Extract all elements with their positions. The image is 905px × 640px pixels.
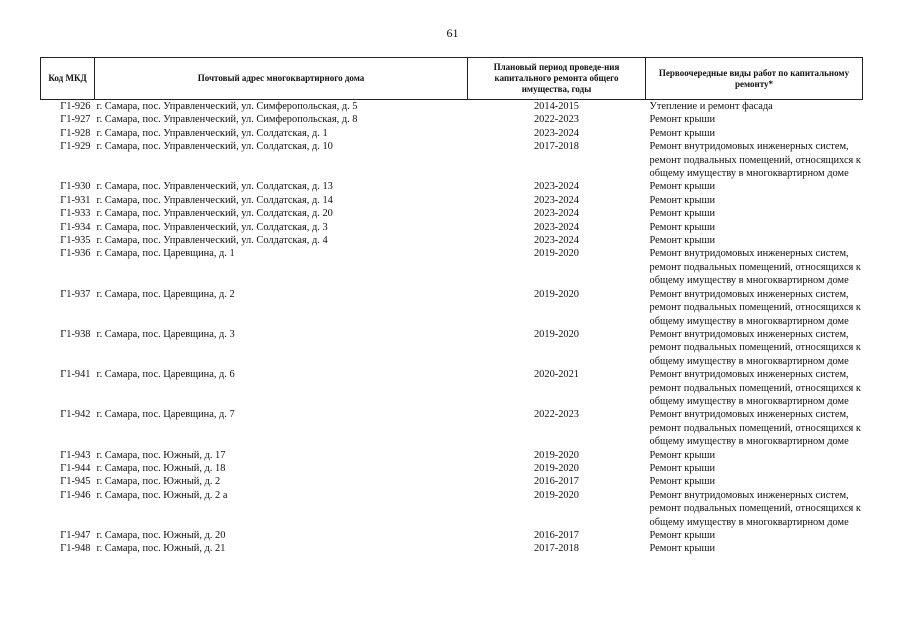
work-line: ремонт подвальных помещений, относящихся к [649,261,861,273]
mkd-code-cell: Г1-931 [60,194,91,206]
mkd-code-cell: Г1-933 [60,208,91,220]
work-line: Ремонт внутридомовых инженерных систем, [649,328,849,340]
address-cell: г. Самара, пос. Южный, д. 2 а [96,489,228,501]
work-line: Ремонт крыши [649,208,716,220]
mkd-code-cell: Г1-941 [60,369,91,381]
header-works: Первоочередные виды работ по капитальному ремонту* [646,58,863,100]
address-cell: г. Самара, пос. Управленческий, ул. Солдатская, д. 13 [96,181,333,193]
works-cell [646,328,863,368]
work-line: Ремонт крыши [649,543,716,555]
repair-period-cell: 2022-2023 [533,114,580,126]
repair-period-cell: 2023-2024 [533,208,580,220]
work-line: Ремонт крыши [649,476,716,488]
address-cell: г. Самара, пос. Управленческий, ул. Симферопольская, д. 5 [96,101,358,112]
works-cell [646,368,863,408]
address-cell: г. Самара, пос. Южный, д. 2 [96,476,221,488]
mkd-code-cell: Г1-929 [60,141,91,153]
works-cell [646,127,863,140]
repair-period-cell: 2019-2020 [533,489,580,501]
address-cell: г. Самара, пос. Южный, д. 17 [96,449,226,461]
header-code: Код МКД [41,58,95,100]
work-line: общему имуществу в многоквартирном доме [649,315,849,327]
table-row [41,221,863,234]
repair-period-cell: 2023-2024 [533,194,580,206]
address-cell: г. Самара, пос. Управленческий, ул. Солдатская, д. 3 [96,221,328,233]
work-line: ремонт подвальных помещений, относящихся к [649,503,861,515]
work-line: ремонт подвальных помещений, относящихся к [649,422,861,434]
table-row [41,529,863,542]
work-line: Ремонт крыши [649,530,716,541]
table-row [41,127,863,140]
works-cell [646,449,863,462]
table-row [41,140,863,180]
address-cell: г. Самара, пос. Царевщина, д. 1 [96,248,235,260]
header-row [41,58,863,100]
mkd-code-cell: Г1-946 [60,489,91,501]
table-row [41,408,863,448]
table-row [41,462,863,475]
work-line: Ремонт крыши [649,449,716,461]
address-cell: г. Самара, пос. Управленческий, ул. Солдатская, д. 4 [96,235,328,247]
work-line: Ремонт крыши [649,127,716,139]
mkd-code-cell: Г1-937 [60,288,91,300]
works-cell [646,462,863,475]
work-line: Ремонт крыши [649,235,716,247]
table-row [41,247,863,287]
works-cell [646,207,863,220]
works-cell [646,180,863,193]
works-cell [646,288,863,328]
header-period: Плановый период проведе-ния капитального ремонта общего имущества, годы [468,58,646,100]
mkd-code-cell: Г1-944 [60,462,91,474]
repair-period-cell: 2023-2024 [533,221,580,233]
repair-period-cell: 2023-2024 [533,127,580,139]
mkd-code-cell: Г1-926 [60,101,91,112]
table-row [41,368,863,408]
table-row [41,449,863,462]
address-cell: г. Самара, пос. Царевщина, д. 2 [96,288,235,300]
repair-period-cell: 2022-2023 [533,409,580,421]
repair-period-cell: 2016-2017 [533,530,580,541]
address-cell: г. Самара, пос. Южный, д. 20 [96,530,226,541]
works-cell [646,475,863,488]
mkd-code-cell: Г1-935 [60,235,91,247]
work-line: общему имуществу в многоквартирном доме [649,436,849,448]
header-address: Почтовый адрес многоквартирного дома [95,58,468,100]
mkd-code-cell: Г1-934 [60,221,91,233]
address-cell: г. Самара, пос. Царевщина, д. 6 [96,369,235,381]
table-row [41,100,863,114]
works-cell [646,140,863,180]
works-cell [646,247,863,287]
repair-period-cell: 2016-2017 [533,476,580,488]
works-cell [646,194,863,207]
works-cell [646,234,863,247]
work-line: ремонт подвальных помещений, относящихся к [649,154,861,166]
work-line: Ремонт крыши [649,194,716,206]
work-line: ремонт подвальных помещений, относящихся к [649,342,861,354]
works-cell [646,489,863,529]
address-cell: г. Самара, пос. Управленческий, ул. Симферопольская, д. 8 [96,114,358,126]
mkd-code-cell: Г1-942 [60,409,91,421]
work-line: общему имуществу в многоквартирном доме [649,168,849,180]
work-line: Ремонт крыши [649,462,716,474]
work-line: ремонт подвальных помещений, относящихся к [649,302,861,314]
page-number: 61 [446,26,459,40]
address-cell: г. Самара, пос. Царевщина, д. 7 [96,409,235,421]
work-line: общему имуществу в многоквартирном доме [649,275,849,287]
table-body [41,100,863,556]
table-row [41,542,863,555]
repair-period-cell: 2023-2024 [533,235,580,247]
table-row [41,234,863,247]
works-cell [646,529,863,542]
table-row [41,475,863,488]
address-cell: г. Самара, пос. Царевщина, д. 3 [96,328,235,340]
address-cell: г. Самара, пос. Управленческий, ул. Солдатская, д. 14 [96,194,333,206]
mkd-code-cell: Г1-927 [60,114,91,126]
mkd-code-cell: Г1-943 [60,449,91,461]
work-line: Ремонт внутридомовых инженерных систем, [649,409,849,421]
repair-period-cell: 2020-2021 [533,369,580,381]
mkd-code-cell: Г1-938 [60,328,91,340]
repair-period-cell: 2019-2020 [533,462,580,474]
table-row [41,489,863,529]
mkd-code-cell: Г1-947 [60,530,91,541]
table-row [41,288,863,328]
work-line: Ремонт внутридомовых инженерных систем, [649,489,849,501]
work-line: Ремонт внутридомовых инженерных систем, [649,369,849,381]
repair-period-cell: 2014-2015 [533,101,580,112]
address-cell: г. Самара, пос. Южный, д. 18 [96,462,226,474]
repair-period-cell: 2023-2024 [533,181,580,193]
repair-period-cell: 2019-2020 [533,449,580,461]
table-row [41,194,863,207]
work-line: общему имуществу в многоквартирном доме [649,355,849,367]
repair-period-cell: 2019-2020 [533,248,580,260]
mkd-code-cell: Г1-945 [60,476,91,488]
work-line: Ремонт крыши [649,221,716,233]
address-cell: г. Самара, пос. Управленческий, ул. Солдатская, д. 1 [96,127,328,139]
table-row [41,328,863,368]
work-line: Ремонт крыши [649,181,716,193]
mkd-code-cell: Г1-948 [60,543,91,555]
address-cell: г. Самара, пос. Управленческий, ул. Солдатская, д. 20 [96,208,333,220]
mkd-code-cell: Г1-930 [60,181,91,193]
repair-period-cell: 2017-2018 [533,543,580,555]
work-line: Ремонт внутридомовых инженерных систем, [649,141,849,153]
work-line: Ремонт крыши [649,114,716,126]
table-header [41,58,863,100]
work-line: Ремонт внутридомовых инженерных систем, [649,288,849,300]
address-cell: г. Самара, пос. Управленческий, ул. Солдатская, д. 10 [96,141,333,153]
table-row [41,180,863,193]
table-row [41,207,863,220]
repair-period-cell: 2019-2020 [533,328,580,340]
work-line: общему имуществу в многоквартирном доме [649,395,849,407]
work-line: Ремонт внутридомовых инженерных систем, [649,248,849,260]
works-cell [646,113,863,126]
work-line: ремонт подвальных помещений, относящихся к [649,382,861,394]
address-cell: г. Самара, пос. Южный, д. 21 [96,543,226,555]
works-cell [646,542,863,555]
repair-period-cell: 2017-2018 [533,141,580,153]
works-cell [646,408,863,448]
mkd-code-cell: Г1-928 [60,127,91,139]
housing-repair-table [40,57,863,556]
work-line: общему имуществу в многоквартирном доме [649,516,849,528]
table-row [41,113,863,126]
work-line: Утепление и ремонт фасада [649,101,773,112]
mkd-code-cell: Г1-936 [60,248,91,260]
repair-period-cell: 2019-2020 [533,288,580,300]
works-cell [646,221,863,234]
works-cell [646,100,863,114]
